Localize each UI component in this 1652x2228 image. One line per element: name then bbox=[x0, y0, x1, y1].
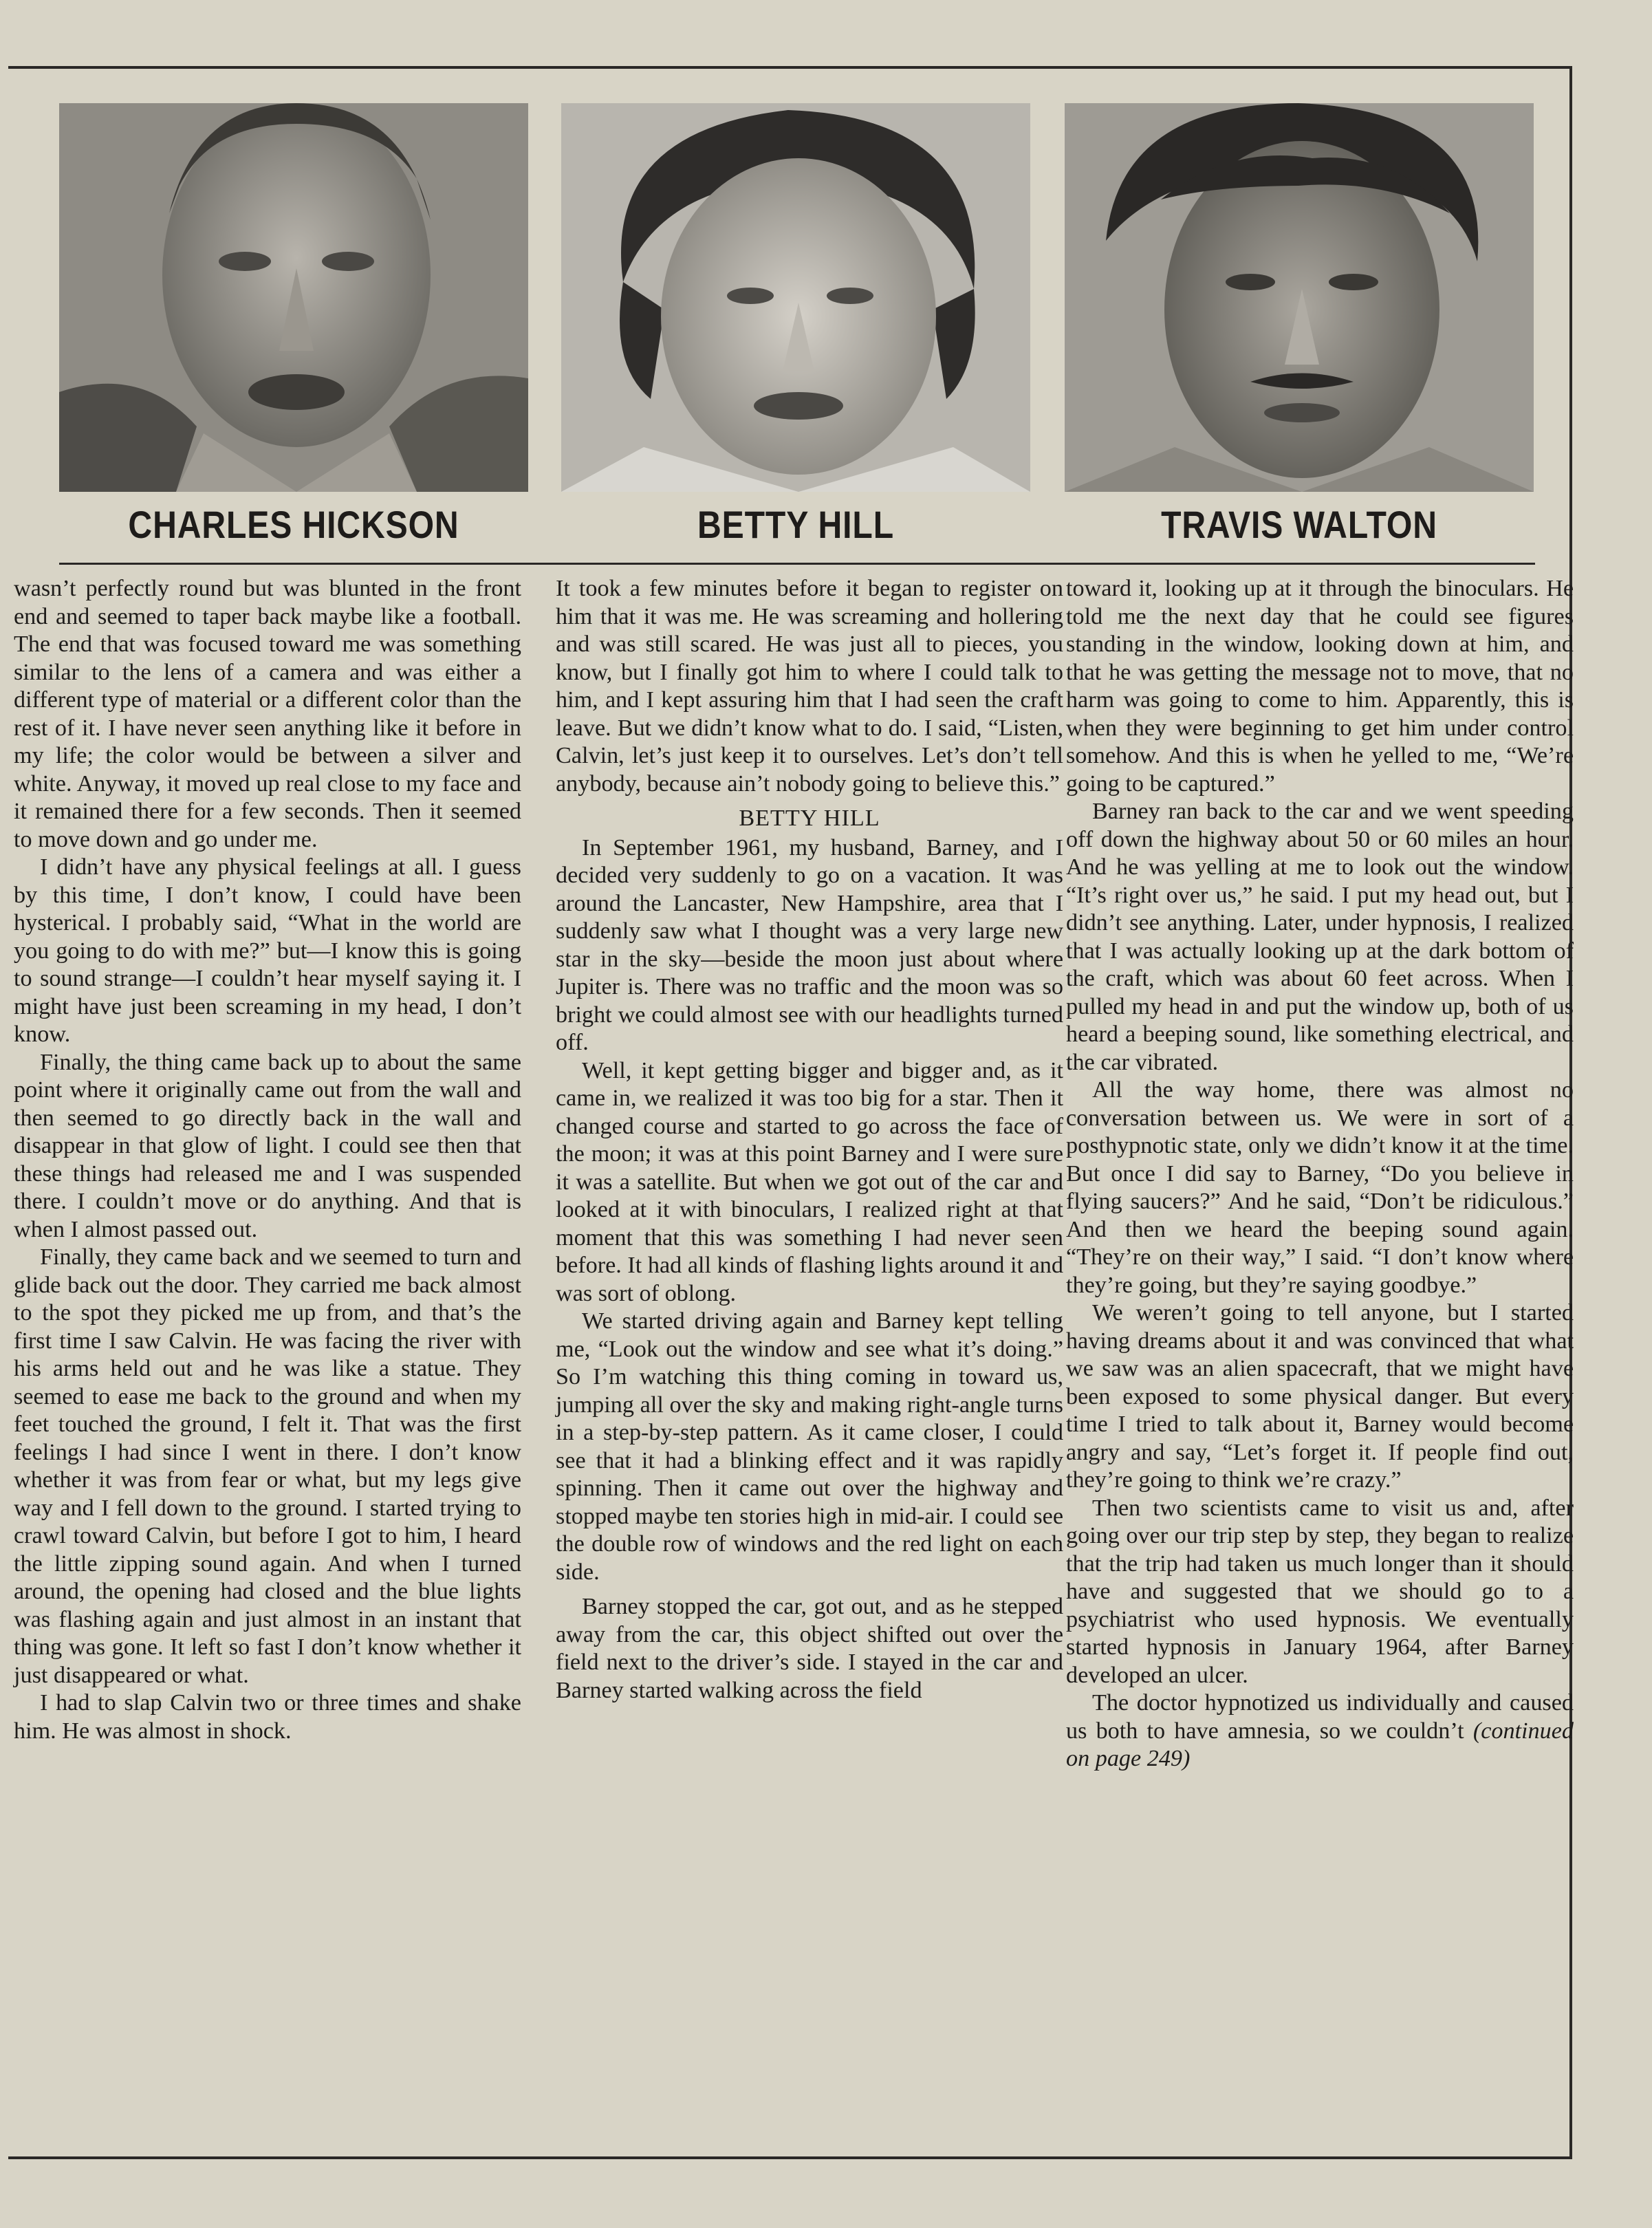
paragraph: It took a few minutes before it began to register on him that it was me. He was screaming and hollering and was still scared. He was just all to pieces, you know, but I finally got him to where I could talk to him, and I kept assuring him that I had seen the craft leave. But we didn’t know what to do. I said, “Listen, Calvin, let’s just keep it to ourselves. Let’s don’t tell anybody, because ain’t nobody going to believe this.” bbox=[556, 576, 1063, 797]
portrait-caption-charles-hickson: CHARLES HICKSON bbox=[128, 503, 459, 546]
paragraph: I didn’t have any physical feelings at all. I guess by this time, I don’t know, I could have been hysterical. I probably said, “What in the world are you going to do with me?” but—I know this is going to sound strange—I couldn’t hear myself saying it. I might have just been screaming in my head, I don’t know. bbox=[14, 854, 521, 1047]
portrait-photo-betty-hill bbox=[561, 103, 1030, 492]
paragraph: Then two scientists came to visit us and, after going over our trip step by step, they began to realize that the trip had taken us much longer than it should have and suggested that we should go to a psychiatrist who used hypnosis. We eventually started hypnosis in January 1964, after Barney developed an ulcer. bbox=[1066, 1495, 1574, 1688]
caption-divider bbox=[59, 563, 1535, 565]
paragraph: All the way home, there was almost no conversation between us. We were in sort of a posthypnotic state, only we didn’t know it at the time. But once I did say to Barney, “Do you believe in flying saucers?” And he said, “Don’t be ridiculous.” And then we heard the beeping sound again. “They’re on their way,” I said. “I don’t know where they’re going, but they’re saying goodbye.” bbox=[1066, 1077, 1574, 1298]
portrait-photo-travis-walton bbox=[1065, 103, 1534, 492]
section-heading-betty-hill: BETTY HILL bbox=[739, 805, 880, 831]
paragraph bbox=[1066, 1689, 1574, 1773]
paragraph: wasn’t perfectly round but was blunted in the front end and seemed to taper back maybe like a football. The end that was focused toward me was something similar to the lens of a camera and was either a different type of material or a different color than the rest of it. I have never seen anything like it before in my life; the color would be between a silver and white. Anyway, it moved up real close to my face and it remained there for a few seconds. Then it seemed to move down and go under me. bbox=[14, 576, 521, 852]
paragraph: Well, it kept getting bigger and bigger and, as it came in, we realized it was too big for a star. Then it changed course and started to go across the face of the moon; it was at this point Barney and I were sure it was a satellite. But when we got out of the car and looked at it with binoculars, I realized right at that moment that this was something I had never seen before. It had all kinds of flashing lights around it and was sort of oblong. bbox=[556, 1057, 1063, 1306]
article-column-1 bbox=[14, 575, 521, 1745]
paragraph-text: The doctor hypnotized us individually and caused us both to have amnesia, so we couldn’t bbox=[1066, 1690, 1574, 1744]
paragraph: We started driving again and Barney kept telling me, “Look out the window and see what it’s doing.” So I’m watching this thing coming in toward us, jumping all over the sky and making right-angle turns in a step-by-step pattern. As it came closer, I could see that it had a blinking effect and it was rapidly spinning. Then it came out over the highway and stopped maybe ten stories high in mid-air. I could see the double row of windows and the red light on each side. bbox=[556, 1308, 1063, 1585]
paragraph: We weren’t going to tell anyone, but I started having dreams about it and was convinced that what we saw was an alien spacecraft, that we might have been exposed to some physical danger. But every time I tried to talk about it, Barney would become angry and say, “Let’s forget it. If people find out, they’re going to think we’re crazy.” bbox=[1066, 1300, 1574, 1493]
portrait-caption-betty-hill: BETTY HILL bbox=[697, 503, 894, 546]
paragraph: I had to slap Calvin two or three times and shake him. He was almost in shock. bbox=[14, 1690, 521, 1744]
portrait-photo-charles-hickson bbox=[59, 103, 528, 492]
paragraph: In September 1961, my husband, Barney, and I decided very suddenly to go on a vacation. It was around the Lancaster, New Hampshire, area that I suddenly saw what I thought was a very large new star in the sky—beside the moon just about where Jupiter is. There was no traffic and the moon was so bright we could almost see with our headlights turned off. bbox=[556, 834, 1063, 1055]
paragraph: Barney ran back to the car and we went speeding off down the highway about 50 or 60 miles an hour. And he was yelling at me to look out the window. “It’s right over us,” he said. I put my head out, but I didn’t see anything. Later, under hypnosis, I realized that I was actually looking up at the dark bottom of the craft, which was about 60 feet across. When I pulled my head in and put the window up, both of us heard a beeping sound, like something electrical, and the car vibrated. bbox=[1066, 799, 1574, 1075]
paragraph: Barney stopped the car, got out, and as he stepped away from the car, this object shifted out over the field next to the driver’s side. I stayed in the car and Barney started walking across the field bbox=[556, 1594, 1063, 1703]
continuation-note: (continued on page 249) bbox=[1066, 1718, 1574, 1771]
portrait-row bbox=[59, 103, 1535, 492]
article-column-3 bbox=[1066, 575, 1574, 1773]
paragraph: Finally, they came back and we seemed to turn and glide back out the door. They carried me back almost to the spot they picked me up from, and that’s the first time I saw Calvin. He was facing the river with his arms held out and he was like a statue. They seemed to ease me back to the ground and when my feet touched the ground, I felt it. That was the first feelings I had since I went in there. I don’t know whether it was from fear or what, but my legs give way and I fell down to the ground. I started trying to crawl toward Calvin, but before I got to him, I heard the little zipping sound again. And when I turned around, the opening had closed and the blue lights was flashing again and just almost in an instant that thing was gone. It left so fast I don’t know whether it just disappeared or what. bbox=[14, 1244, 521, 1688]
portrait-caption-travis-walton: TRAVIS WALTON bbox=[1161, 503, 1437, 546]
paragraph: toward it, looking up at it through the binoculars. He told me the next day that he could see figures standing in the window, looking down at him, and that he was getting the message not to move, that no harm was going to come to him. Apparently, this is when they were beginning to get him under control somehow. And this is when he yelled to me, “We’re going to be captured.” bbox=[1066, 576, 1574, 797]
paragraph: Finally, the thing came back up to about the same point where it originally came out from the wall and then seemed to go directly back in the wall and disappear in that glow of light. I could see then that these things had released me and I was suspended there. I couldn’t move or do anything. And that is when I almost passed out. bbox=[14, 1049, 521, 1242]
article-column-2 bbox=[556, 575, 1063, 1705]
